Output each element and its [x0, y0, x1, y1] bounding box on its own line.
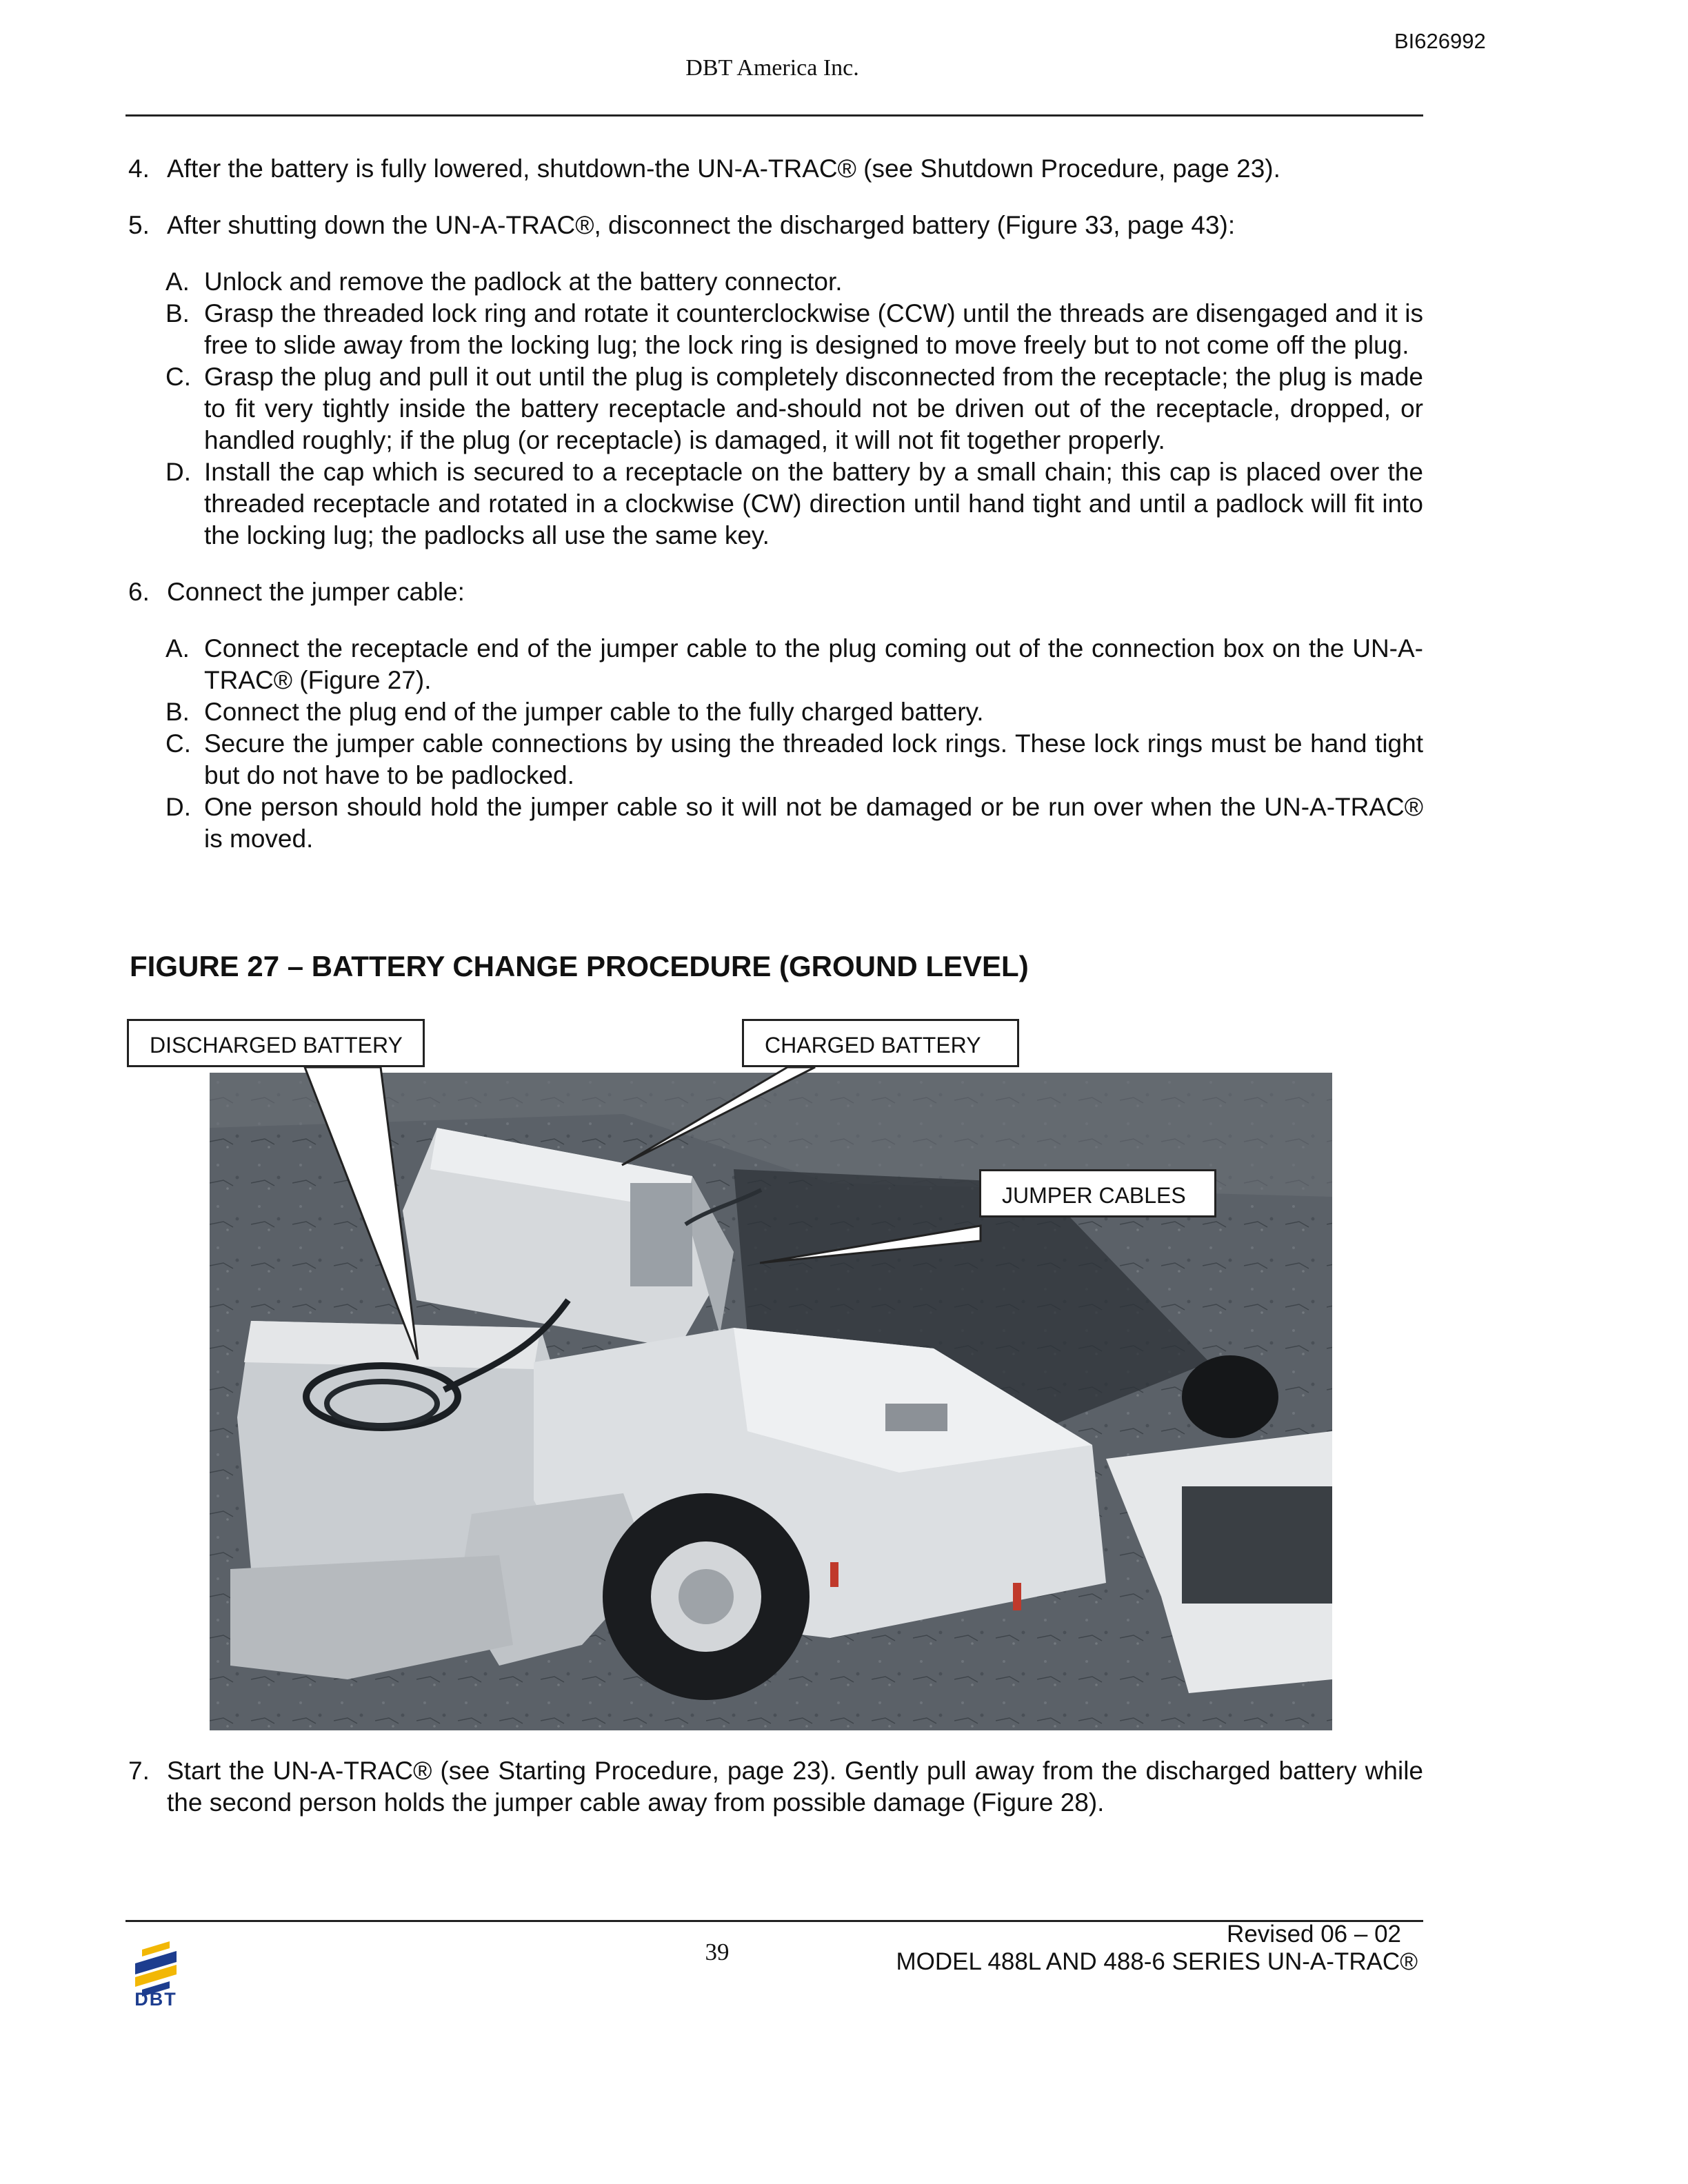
callout-charged-battery: CHARGED BATTERY	[742, 1019, 1019, 1067]
substep-5c	[125, 361, 1423, 456]
substep-5b	[125, 298, 1423, 361]
substep-6c	[125, 728, 1423, 791]
instructions-upper	[125, 153, 1423, 855]
substep-text: Install the cap which is secured to a receptacle on the battery by a small chain; this cap is placed over the threaded receptacle and rotated in a clockwise (CW) direction until hand tight and until a padlock will fit into the locking lug; the padlocks all use the same key.	[204, 458, 1423, 549]
substep-5a	[125, 266, 1423, 298]
figure-27	[125, 1019, 1367, 1736]
substep-letter: A.	[165, 267, 190, 296]
step-5	[125, 210, 1423, 241]
substep-6b	[125, 696, 1423, 728]
step-number: 4.	[128, 154, 150, 183]
substep-letter: B.	[165, 299, 190, 327]
callout-discharged-battery: DISCHARGED BATTERY	[127, 1019, 425, 1067]
substep-letter: B.	[165, 698, 190, 726]
substep-text: Grasp the plug and pull it out until the plug is completely disconnected from the receptacle; the plug is made to fit very tightly inside the battery receptacle and-should not be driven out of the receptacle, dropped, or handled roughly; if the plug (or receptacle) is damaged, it will not fit together properly.	[204, 363, 1423, 454]
substep-letter: A.	[165, 634, 190, 663]
substep-text: Secure the jumper cable connections by using the threaded lock rings. These lock rings must be hand tight but do not have to be padlocked.	[204, 729, 1423, 789]
header-rule	[125, 114, 1423, 117]
document-id: BI626992	[1394, 29, 1486, 53]
page-number: 39	[705, 1939, 730, 1965]
step-text: After the battery is fully lowered, shutdown-the UN-A-TRAC® (see Shutdown Procedure, page 23).	[167, 154, 1280, 183]
substep-6a	[125, 633, 1423, 696]
instructions-lower	[125, 1755, 1423, 1819]
substep-text: One person should hold the jumper cable so it will not be damaged or be run over when the UN-A-TRAC® is moved.	[204, 793, 1423, 853]
substep-letter: D.	[165, 793, 191, 821]
substep-letter: C.	[165, 363, 191, 391]
substep-text: Connect the receptacle end of the jumper cable to the plug coming out of the connection box on the UN-A-TRAC® (Figure 27).	[204, 634, 1423, 694]
step-number: 5.	[128, 211, 150, 239]
substep-5d	[125, 456, 1423, 552]
step-text: Connect the jumper cable:	[167, 578, 465, 606]
step-text: After shutting down the UN-A-TRAC®, disconnect the discharged battery (Figure 33, page 43):	[167, 211, 1236, 239]
callout-jumper-cables: JUMPER CABLES	[979, 1169, 1216, 1217]
callout-leaders	[125, 1019, 1367, 1736]
logo-wordmark: DBT	[134, 1989, 177, 2010]
step-number: 7.	[128, 1757, 150, 1785]
substep-text: Unlock and remove the padlock at the battery connector.	[204, 267, 843, 296]
step-7	[125, 1755, 1423, 1819]
substep-letter: D.	[165, 458, 191, 486]
substep-letter: C.	[165, 729, 191, 758]
model-name: MODEL 488L AND 488-6 SERIES UN-A-TRAC®	[896, 1948, 1418, 1975]
company-header: DBT America Inc.	[685, 55, 859, 81]
step-text: Start the UN-A-TRAC® (see Starting Procedure, page 23). Gently pull away from the discharged battery while the second person holds the jumper cable away from possible damage (Figure 28).	[167, 1757, 1423, 1817]
figure-title: FIGURE 27 – BATTERY CHANGE PROCEDURE (GROUND LEVEL)	[130, 950, 1029, 982]
substep-text: Grasp the threaded lock ring and rotate it counterclockwise (CCW) until the threads are disengaged and it is free to slide away from the locking lug; the lock ring is designed to move freely but to not come off the plug.	[204, 299, 1423, 359]
revision-date: Revised 06 – 02	[1227, 1921, 1401, 1948]
substep-text: Connect the plug end of the jumper cable to the fully charged battery.	[204, 698, 984, 726]
step-6	[125, 576, 1423, 608]
step-4	[125, 153, 1423, 185]
step-number: 6.	[128, 578, 150, 606]
substep-6d	[125, 791, 1423, 855]
